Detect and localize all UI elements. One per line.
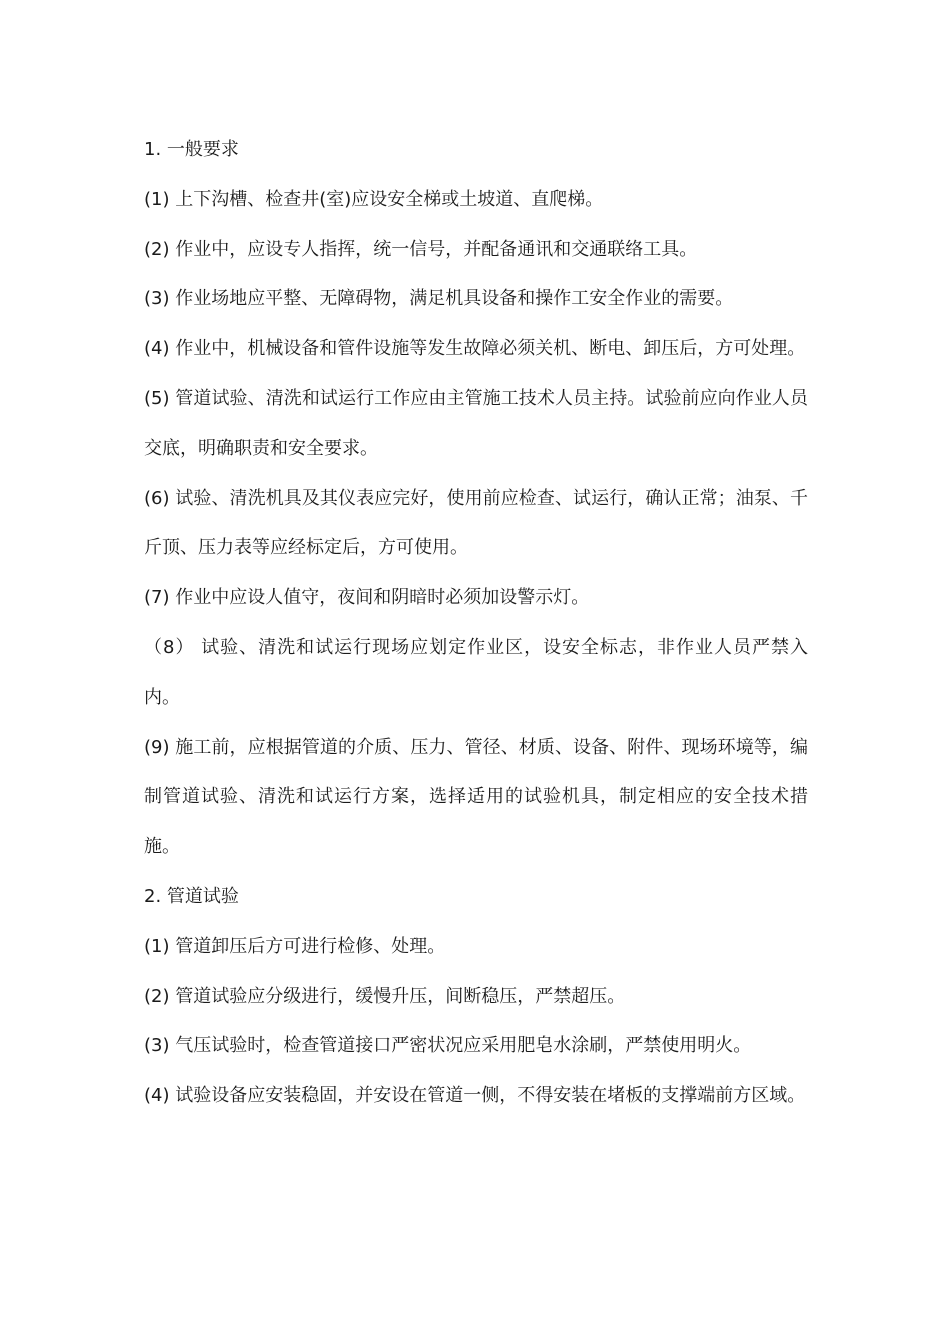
paragraph-item: (1) 管道卸压后方可进行检修、处理。	[144, 935, 446, 957]
paragraph-item: (3) 作业场地应平整、无障碍物，满足机具设备和操作工安全作业的需要。	[144, 288, 734, 310]
paragraph-item: （8） 试验、清洗和试运行现场应划定作业区，设安全标志，非作业人员严禁入内。	[144, 636, 808, 708]
section-heading-pipeline-test: 2. 管道试验	[144, 885, 239, 907]
paragraph-item: (1) 上下沟槽、检查井(室)应设安全梯或土坡道、直爬梯。	[144, 188, 604, 210]
paragraph-item: (6) 试验、清洗机具及其仪表应完好，使用前应检查、试运行，确认正常；油泵、千斤顶、压力表等应经标定后，方可使用。	[144, 487, 808, 559]
paragraph-item: (9) 施工前，应根据管道的介质、压力、管径、材质、设备、附件、现场环境等，编制管道试验、清洗和试运行方案，选择适用的试验机具，制定相应的安全技术措施。	[144, 736, 808, 858]
paragraph-item: (5) 管道试验、清洗和试运行工作应由主管施工技术人员主持。试验前应向作业人员交底，明确职责和安全要求。	[144, 387, 808, 459]
paragraph-item: (2) 管道试验应分级进行，缓慢升压，间断稳压，严禁超压。	[144, 985, 626, 1007]
paragraph-item: (4) 作业中，机械设备和管件设施等发生故障必须关机、断电、卸压后，方可处理。	[144, 338, 806, 360]
paragraph-item: (7) 作业中应设人值守，夜间和阴暗时必须加设警示灯。	[144, 587, 590, 609]
section-heading-general-requirements: 1. 一般要求	[144, 139, 239, 160]
document-body	[144, 125, 808, 1121]
paragraph-item: (3) 气压试验时，检查管道接口严密状况应采用肥皂水涂刷，严禁使用明火。	[144, 1035, 752, 1057]
paragraph-item: (2) 作业中，应设专人指挥，统一信号，并配备通讯和交通联络工具。	[144, 238, 698, 260]
paragraph-item: (4) 试验设备应安装稳固，并安设在管道一侧，不得安装在堵板的支撑端前方区域。	[144, 1085, 806, 1107]
